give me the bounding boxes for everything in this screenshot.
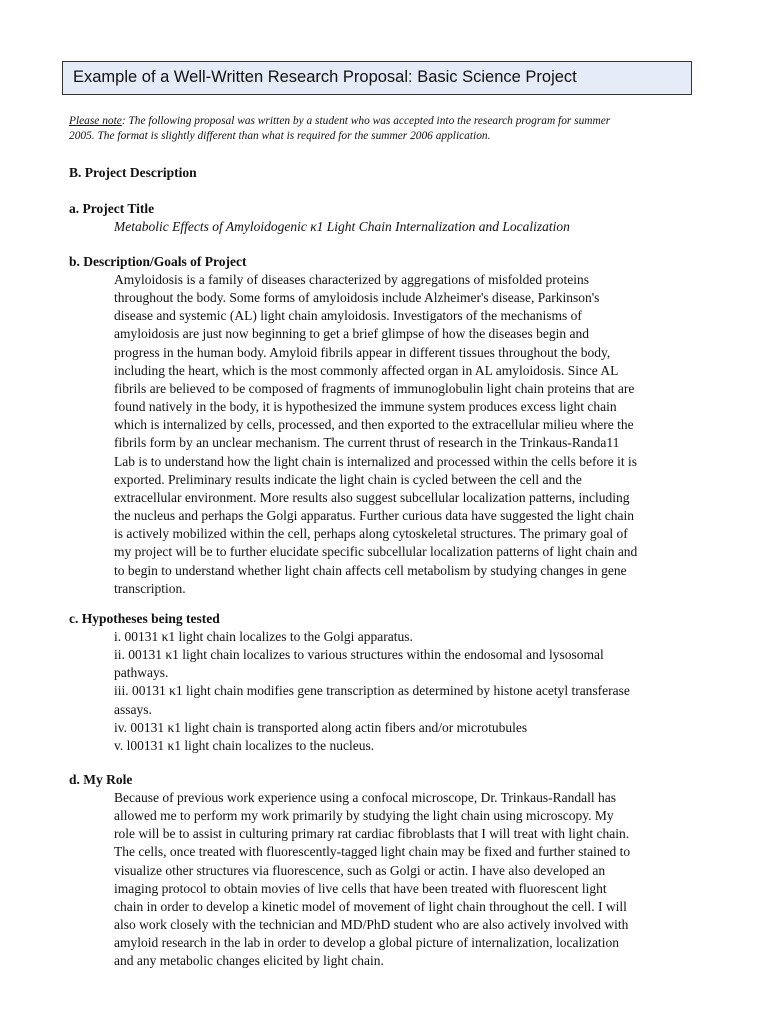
role-line: also work closely with the technician and MD/PhD student who are also actively involved with bbox=[114, 917, 629, 933]
description-line: progress in the human body. Amyloid fibrils appear in different tissues throughout the body, bbox=[114, 344, 611, 360]
role-line: role will be to assist in culturing primary rat cardiac fibroblasts that I will treat with light chain. bbox=[114, 826, 630, 842]
role-line: visualize other structures via fluorescence, such as Golgi or actin. I have also developed an bbox=[114, 862, 606, 878]
description-line: Amyloidosis is a family of diseases characterized by aggregations of misfolded proteins bbox=[114, 272, 589, 287]
description-line: fibrils are believed to be composed of fragments of immunoglobulin light chain proteins that are bbox=[114, 380, 635, 396]
note-text-line2: 2005. The format is slightly different than what is required for the summer 2006 application. bbox=[69, 129, 491, 142]
page-title: Example of a Well-Written Research Proposal: Basic Science Project bbox=[73, 68, 577, 86]
description-line: found natively in the body, it is hypothesized the immune system produces excess light chain bbox=[114, 399, 617, 415]
description-line: which is internalized by cells, processed, and then exported to the extracellular milieu where the bbox=[114, 417, 634, 433]
description-line: extracellular environment. More results also suggest subcellular localization patterns, including bbox=[114, 489, 630, 505]
project-title-heading: a. Project Title bbox=[69, 201, 155, 216]
role-line: imaging protocol to obtain movies of live cells that have been treated with fluorescent light bbox=[114, 880, 607, 896]
description-line: Lab is to understand how the light chain is internalized and processed within the cells before it is bbox=[114, 453, 637, 469]
description-line: fibrils form by an unclear mechanism. The current thrust of research in the Trinkaus-Randa11 bbox=[114, 435, 620, 451]
role-paragraph bbox=[114, 789, 630, 971]
description-heading: b. Description/Goals of Project bbox=[69, 254, 247, 269]
role-line: amyloid research in the lab in order to develop a global picture of internalization, localization bbox=[114, 935, 619, 951]
hypothesis-line: pathways. bbox=[114, 665, 169, 681]
note-label: Please note bbox=[69, 115, 122, 127]
role-line: The cells, once treated with fluorescently-tagged light chain may be fixed and further stained to bbox=[114, 844, 631, 860]
hypothesis-line: i. 00131 κ1 light chain localizes to the Golgi apparatus. bbox=[114, 629, 413, 644]
hypothesis-line: iv. 00131 κ1 light chain is transported along actin fibers and/or microtubules bbox=[114, 719, 528, 735]
hypothesis-line: v. l00131 κ1 light chain localizes to the nucleus. bbox=[114, 737, 375, 753]
hypothesis-line: iii. 00131 κ1 light chain modifies gene transcription as determined by histone acetyl transferase bbox=[114, 683, 630, 699]
note-paragraph bbox=[69, 114, 689, 143]
hypothesis-line: assays. bbox=[114, 701, 152, 717]
section-b-heading: B. Project Description bbox=[69, 165, 197, 180]
description-paragraph bbox=[114, 271, 637, 598]
description-line: exported. Preliminary results indicate the light chain is cycled between the cell and the bbox=[114, 471, 582, 487]
description-line: transcription. bbox=[114, 580, 186, 596]
description-line: the nucleus and perhaps the Golgi apparatus. Further curious data have suggested the light chain bbox=[114, 508, 634, 524]
description-line: to begin to understand whether light chain affects cell metabolism by studying changes in gene bbox=[114, 562, 627, 578]
note-text-line1: : The following proposal was written by a student who was accepted into the research program for summer bbox=[121, 115, 611, 127]
hypotheses-heading: c. Hypotheses being tested bbox=[69, 611, 220, 626]
description-line: is actively mobilized within the cell, perhaps along cytoskeletal structures. The primary goal of bbox=[114, 526, 628, 542]
description-line: including the heart, which is the most commonly affected organ in AL amyloidosis. Since AL bbox=[114, 362, 619, 378]
page-title-box bbox=[62, 61, 692, 95]
role-line: Because of previous work experience using a confocal microscope, Dr. Trinkaus-Randall has bbox=[114, 790, 616, 805]
description-line: my project will be to further elucidate specific subcellular localization patterns of light chain and bbox=[114, 544, 638, 560]
description-line: disease and systemic (AL) light chain amyloidosis. Investigators of the mechanisms of bbox=[114, 308, 582, 324]
role-line: allowed me to perform my work primarily by studying the light chain using microscopy. My bbox=[114, 808, 614, 824]
role-line: and any metabolic changes elicited by light chain. bbox=[114, 953, 384, 969]
hypothesis-line: ii. 00131 κ1 light chain localizes to various structures within the endosomal and lysosomal bbox=[114, 647, 604, 663]
role-line: chain in order to develop a kinetic model of movement of light chain throughout the cell. I will bbox=[114, 898, 627, 914]
project-title-text: Metabolic Effects of Amyloidogenic κ1 Light Chain Internalization and Localization bbox=[114, 219, 570, 234]
role-heading: d. My Role bbox=[69, 772, 133, 787]
description-line: throughout the body. Some forms of amyloidosis include Alzheimer's disease, Parkinson's bbox=[114, 290, 600, 306]
description-line: amyloidosis are just now beginning to get a brief glimpse of how the diseases begin and bbox=[114, 326, 590, 342]
hypotheses-list bbox=[114, 628, 630, 755]
